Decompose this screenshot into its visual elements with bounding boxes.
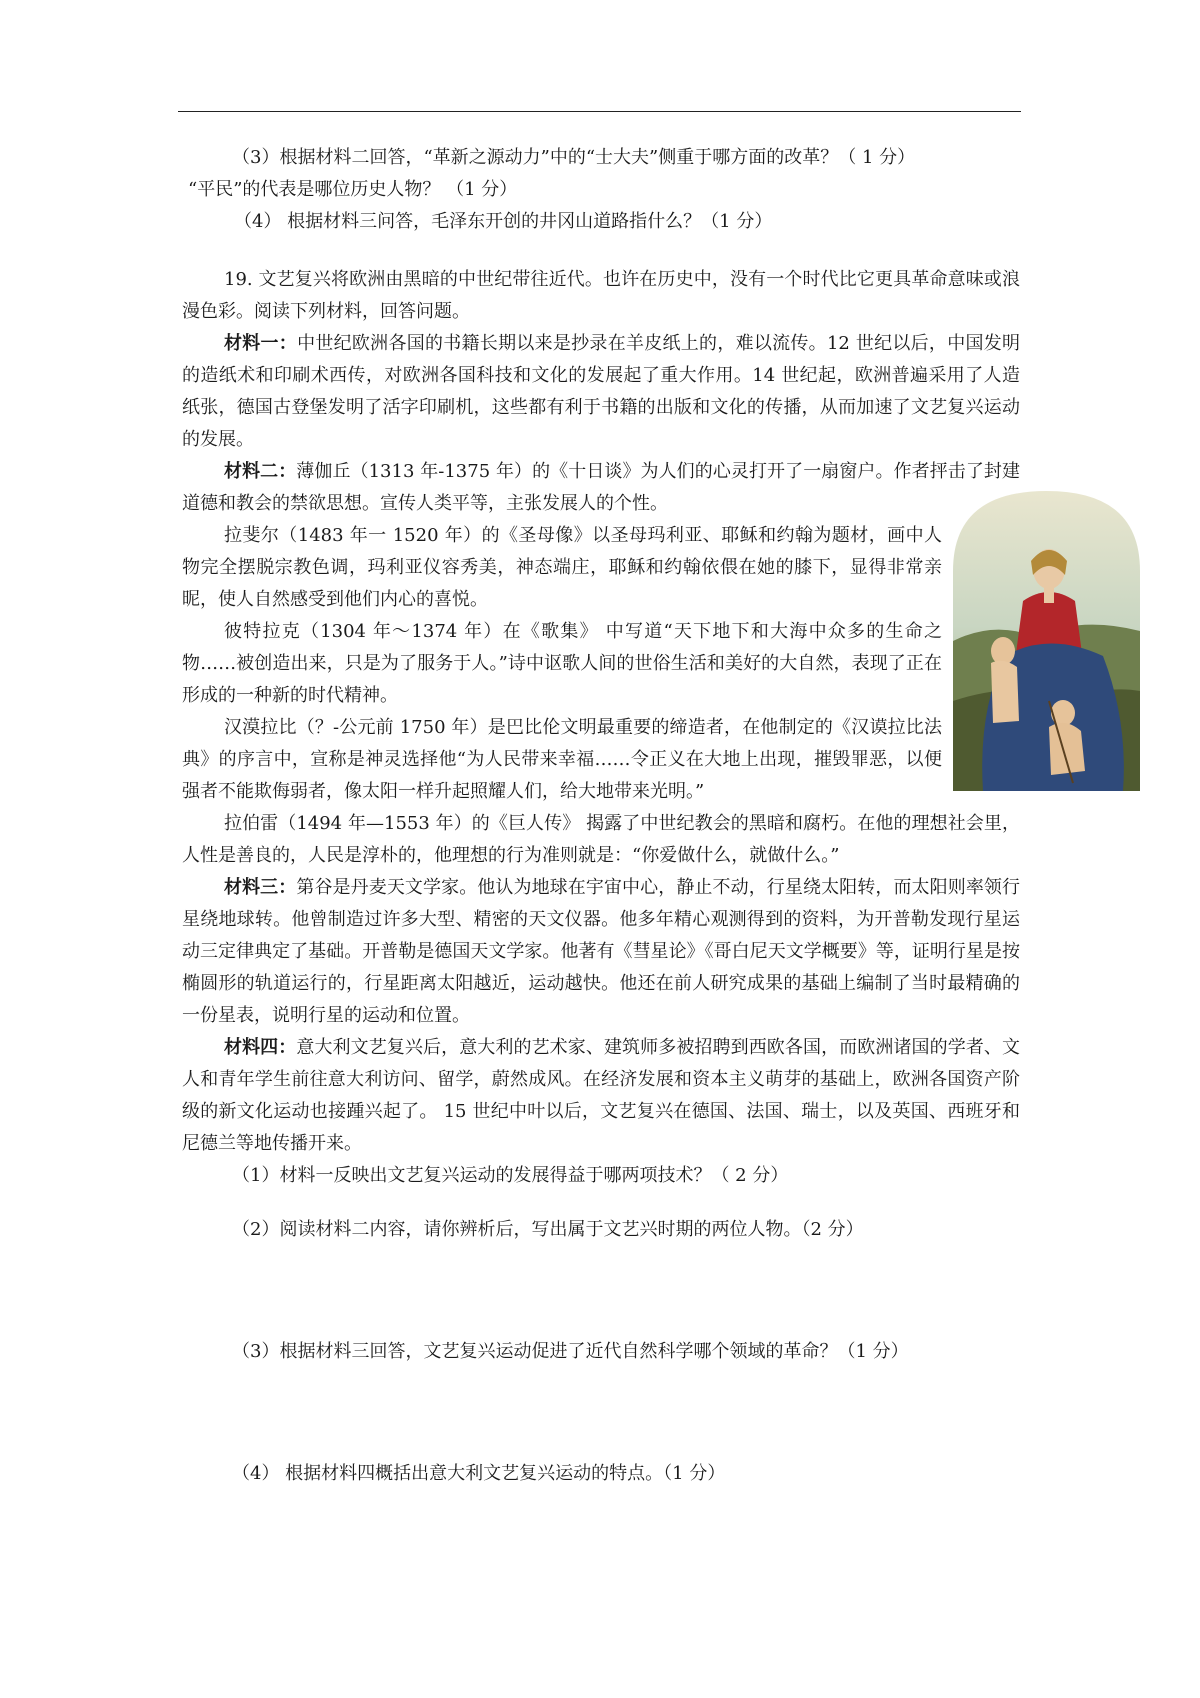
question-4-text: （4） 根据材料三问答，毛泽东开创的井冈山道路指什么？（1 分）: [234, 211, 773, 232]
material-3-label: 材料三：: [224, 877, 297, 898]
material-2-text: 薄伽丘（1313 年-1375 年）的《十日谈》为人们的心灵打开了一扇窗户。作者抨击了封建道德和教会的禁欲思想。宣传人类平等，主张发展人的个性。: [182, 461, 1021, 514]
material-2-paragraph-4: 汉漠拉比（？-公元前 1750 年）是巴比伦文明最重要的缔造者，在他制定的《汉谟拉比法典》的序言中，宣称是神灵选择他“为人民带来幸福……令正义在大地上出现，摧毁罪恶，以便强者不能欺侮弱者，像太阳一样升起照耀人们，给大地带来光明。”: [182, 717, 942, 802]
material-2-paragraph-2: 拉斐尔（1483 年一 1520 年）的《圣母像》以圣母玛利亚、耶稣和约翰为题材，画中人物完全摆脱宗教色调，玛利亚仪容秀美，神态端庄，耶稣和约翰依偎在她的膝下，显得非常亲昵，使人自然感受到他们内心的喜悦。: [182, 525, 942, 610]
material-1-label: 材料一：: [224, 333, 298, 354]
q19-question-2: （2）阅读材料二内容，请你辨析后，写出属于文艺兴时期的两位人物。（2 分）: [232, 1219, 864, 1240]
material-3-text: 第谷是丹麦天文学家。他认为地球在宇宙中心，静止不动，行星绕太阳转，而太阳则率领行星绕地球转。他曾制造过许多大型、精密的天文仪器。他多年精心观测得到的资料，为开普勒发现行星运动三定律典定了基础。开普勒是德国天文学家。他著有《彗星论》《哥白尼天文学概要》等，证明行星是按椭圆形的轨道运行的，行星距离太阳越近，运动越快。他还在前人研究成果的基础上编制了当时最精确的一份星表，说明行星的运动和位置。: [182, 877, 1020, 1026]
q19-question-3: （3）根据材料三回答，文艺复兴运动促进了近代自然科学哪个领域的革命？（1 分）: [232, 1341, 909, 1362]
material-2-label: 材料二：: [224, 461, 297, 482]
material-3: [182, 872, 1020, 1032]
q19-question-1: （1）材料一反映出文艺复兴运动的发展得益于哪两项技术？（ 2 分）: [232, 1165, 789, 1186]
material-2-paragraph-1: [182, 456, 1020, 520]
material-4-label: 材料四：: [224, 1037, 297, 1058]
q19-question-4: （4） 根据材料四概括出意大利文艺复兴运动的特点。（1 分）: [232, 1463, 726, 1484]
q19-intro: 19. 文艺复兴将欧洲由黑暗的中世纪带往近代。也许在历史中，没有一个时代比它更具革命意味或浪漫色彩。阅读下列材料，回答问题。: [182, 269, 1020, 322]
header-rule: [178, 111, 1021, 112]
question-3-line-2: “平民”的代表是哪位历史人物？ （1 分）: [188, 179, 518, 200]
question-3-line-1: （3）根据材料二回答，“革新之源动力”中的“士大夫”侧重于哪方面的改革？（ 1 分）: [232, 147, 916, 168]
material-4-text: 意大利文艺复兴后，意大利的艺术家、建筑师多被招聘到西欧各国，而欧洲诸国的学者、文人和青年学生前往意大利访问、留学，蔚然成风。在经济发展和资本主义萌芽的基础上，欧洲各国资产阶级的新文化运动也接踵兴起了。 15 世纪中叶以后，文艺复兴在德国、法国、瑞士，以及英国、西班牙和尼德兰等地传播开来。: [182, 1037, 1020, 1154]
material-4: [182, 1032, 1020, 1160]
material-1-text: 中世纪欧洲各国的书籍长期以来是抄录在羊皮纸上的，难以流传。12 世纪以后，中国发明的造纸术和印刷术西传，对欧洲各国科技和文化的发展起了重大作用。14 世纪起，欧洲普遍采用了人造纸张，德国古登堡发明了活字印刷机，这些都有利于书籍的出版和文化的传播，从而加速了文艺复兴运动的发展。: [182, 333, 1021, 450]
material-2-paragraph-3: 彼特拉克（1304 年～1374 年）在《歌集》 中写道“天下地下和大海中众多的生命之物……被创造出来，只是为了服务于人。”诗中讴歌人间的世俗生活和美好的大自然，表现了正在形成的一种新的时代精神。: [182, 621, 942, 706]
document-body: [182, 142, 1020, 1490]
material-2-paragraph-5: 拉伯雷（1494 年—1553 年）的《巨人传》 揭露了中世纪教会的黑暗和腐朽。在他的理想社会里，人性是善良的，人民是淳朴的，他理想的行为准则就是：“你爱做什么，就做什么。”: [182, 813, 1020, 866]
material-1: [182, 328, 1020, 456]
